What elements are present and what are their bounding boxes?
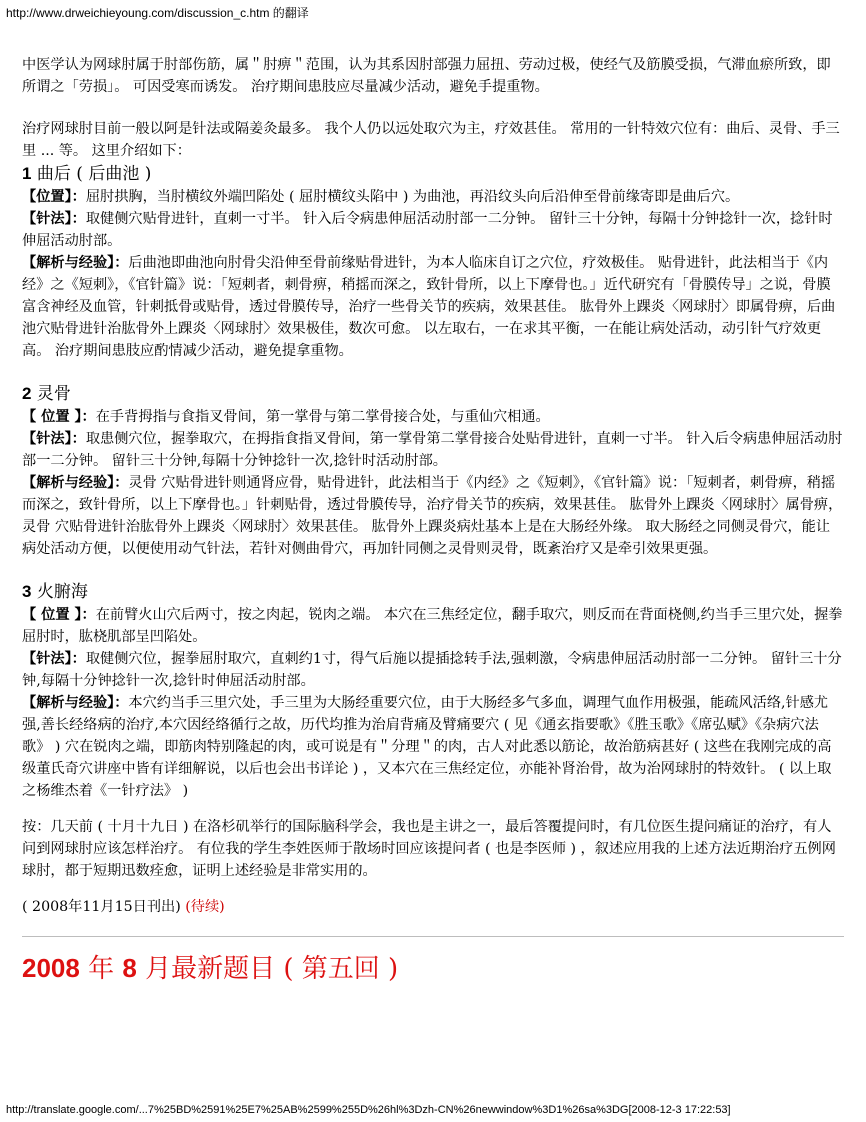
method-text: 取健侧穴位，握拳屈肘取穴，直刺约1寸，得气后施以提插捻转手法,强刺激，令病患伸屈活动肘部一二分钟。 留针三十分钟,每隔十分钟捻针一次,捻针时伸屈活动肘部。 — [22, 651, 842, 689]
section-3-title — [22, 580, 844, 604]
position-text: 屈肘拱胸，当肘横纹外端凹陷处 ( 屈肘横纹头陷中 ) 为曲池，再沿纹头向后沿伸至骨前缘寄即是曲后穴。 — [85, 189, 740, 205]
page-header-url: http://www.drweichieyoung.com/discussion_c.htm 的翻译 — [6, 6, 309, 20]
position-label: 【位置】： — [22, 189, 86, 205]
next-topic-month: 8 — [122, 953, 137, 983]
position-label: 【 位置 】： — [22, 409, 96, 425]
method-label: 【针法】： — [22, 211, 86, 227]
method-text: 取健侧穴贴骨进针，直刺一寸半。 针入后令病患伸屈活动肘部一二分钟。 留针三十分钟，每隔十分钟捻针一次，捻针时伸屈活动肘部。 — [22, 211, 833, 249]
intro-paragraph-2: 治疗网球肘目前一般以阿是针法或隔姜灸最多。 我个人仍以远处取穴为主，疗效甚佳。 常用的一针特效穴位有：曲后、灵骨、手三里 ... 等。 这里介绍如下： — [22, 121, 840, 159]
section-3-analysis — [22, 692, 844, 802]
author-note: 按：几天前 ( 十月十九日 ) 在洛杉矶举行的国际脑科学会，我也是主讲之一，最后答覆提问时，有几位医生提问痛证的治疗，有人问到网球肘应该怎样治疗。 有位我的学生李姓医师于散场时回应该提问者 ( 也是李医师 ) ，叙述应用我的上述方法近期治疗五例网球肘，都于短期迅数痊愈，证明上述经验是非常实用的。 — [22, 819, 836, 879]
publish-line — [22, 896, 844, 918]
analysis-text: 本穴约当手三里穴处，手三里为大肠经重要穴位，由于大肠经多气多血，调理气血作用极强，能疏风活络,针感尤强,善长经络病的治疗,本穴因经络循行之故，历代均推为治肩背痛及臂痛要穴 ( 见《通玄指要歌》《胜玉歌》《席弘赋》《杂病穴法歌》 ) 穴在锐肉之端，即筋肉特别隆起的肉，或可说是有＂分理＂的肉，古人对此悉以筋论，故治筋病甚好 ( 这些在我刚完成的高级董氏奇穴讲座中皆有详细解说，以后也会出书详论 ) ，又本穴在三焦经定位，亦能补肾治骨，故为治网球肘的特效针。 ( 以上取之杨维杰着《一针疗法》 ) — [22, 695, 832, 799]
analysis-text: 后曲池即曲池向肘骨尖沿伸至骨前缘贴骨进针，为本人临床自订之穴位，疗效极佳。 贴骨进针，此法相当于《内经》之《短刺》，《官针篇》说：「短刺者，刺骨痹，稍摇而深之，致针骨所，以上下摩骨也。」近代研究有「骨膜传导」之说，骨膜富含神经及血管，针刺抵骨或贴骨，透过骨膜传导，治疗一些骨关节的疾病，效果甚佳。 肱骨外上踝炎〈网球肘〉即属骨痹，后曲池穴贴骨进针治肱骨外上踝炎〈网球肘〉效果极佳，数次可愈。 以左取右，一在求其平衡，一在能让病处活动，动引针气疗效更高。 治疗期间患肢应酌情减少活动，避免提拿重物。 — [22, 255, 836, 359]
method-label: 【针法】： — [22, 431, 86, 447]
next-topic-text-2: 月最新题目 ( 第五回 ) — [136, 954, 399, 984]
section-1-number: 1 — [22, 164, 32, 183]
continued-link[interactable]: (待续) — [185, 899, 225, 915]
section-2-position — [22, 406, 844, 428]
position-label: 【 位置 】： — [22, 607, 96, 623]
section-2-title — [22, 382, 844, 406]
analysis-label: 【解析与经验】： — [22, 255, 129, 271]
method-label: 【针法】： — [22, 651, 86, 667]
section-3-position — [22, 604, 844, 648]
analysis-label: 【解析与经验】： — [22, 475, 129, 491]
position-text: 在前臂火山穴后两寸，按之肉起，锐肉之端。 本穴在三焦经定位，翻手取穴，则反而在背面桡侧,约当手三里穴处，握拳屈肘时，肱桡肌部呈凹陷处。 — [22, 607, 843, 645]
page-footer-url: http://translate.google.com/...7%25BD%2591%25E7%25AB%2599%255D%26hl%3Dzh-CN%26newwindow%3D1%26sa%3DG[2008-12-3 17:22:53] — [6, 1104, 731, 1116]
section-2-name: 灵骨 — [36, 384, 71, 404]
next-topic-title[interactable] — [22, 951, 844, 986]
section-1-method — [22, 208, 844, 252]
next-topic-year: 2008 — [22, 953, 80, 983]
analysis-label: 【解析与经验】： — [22, 695, 129, 711]
next-topic-text-1: 年 — [79, 954, 123, 984]
analysis-text: 灵骨 穴贴骨进针则通肾应骨，贴骨进针，此法相当于《内经》之《短刺》，《官针篇》说：「短刺者，刺骨痹，稍摇而深之，致针骨所，以上下摩骨也。」针刺贴骨，透过骨膜传导，治疗骨关节的疾病，效果甚佳。 肱骨外上踝炎〈网球肘〉属骨痹， 灵骨 穴贴骨进针治肱骨外上踝炎〈网球肘〉效果甚佳。 肱骨外上踝炎病灶基本上是在大肠经外缘。 取大肠经之同侧灵骨穴，能让病处活动方便，以便使用动气针法，若针对侧曲骨穴，再加针同侧之灵骨则灵骨，既紊治疗又是牵引效果更强。 — [22, 475, 843, 557]
intro-paragraph-1: 中医学认为网球肘属于肘部伤筋，属＂肘痹＂范围，认为其系因肘部强力屈扭、劳动过极，使经气及筋膜受损，气滞血瘀所致，即所谓之「劳损」。 可因受寒而诱发。 治疗期间患肢应尽量减少活动，避免手提重物。 — [22, 57, 831, 95]
article-body — [22, 54, 844, 986]
section-3-name: 火腑海 — [36, 582, 88, 602]
section-1-analysis — [22, 252, 844, 362]
section-2-number: 2 — [22, 384, 32, 403]
section-1-name: 曲后 ( 后曲池 ) — [36, 164, 152, 184]
position-text: 在手背拇指与食指叉骨间，第一掌骨与第二掌骨接合处，与重仙穴相通。 — [95, 409, 550, 425]
section-1-position — [22, 186, 844, 208]
section-1-title — [22, 162, 844, 186]
method-text: 取患侧穴位，握拳取穴，在拇指食指叉骨间，第一掌骨第二掌骨接合处贴骨进针，直刺一寸半。 针入后令病患伸屈活动肘部一二分钟。 留针三十分钟,每隔十分钟捻针一次,捻针时活动肘部。 — [22, 431, 843, 469]
divider — [22, 936, 844, 937]
publish-date: ( 2008年11月15日刊出) — [22, 899, 181, 915]
section-2-method — [22, 428, 844, 472]
section-2-analysis — [22, 472, 844, 560]
section-3-number: 3 — [22, 582, 32, 601]
section-3-method — [22, 648, 844, 692]
